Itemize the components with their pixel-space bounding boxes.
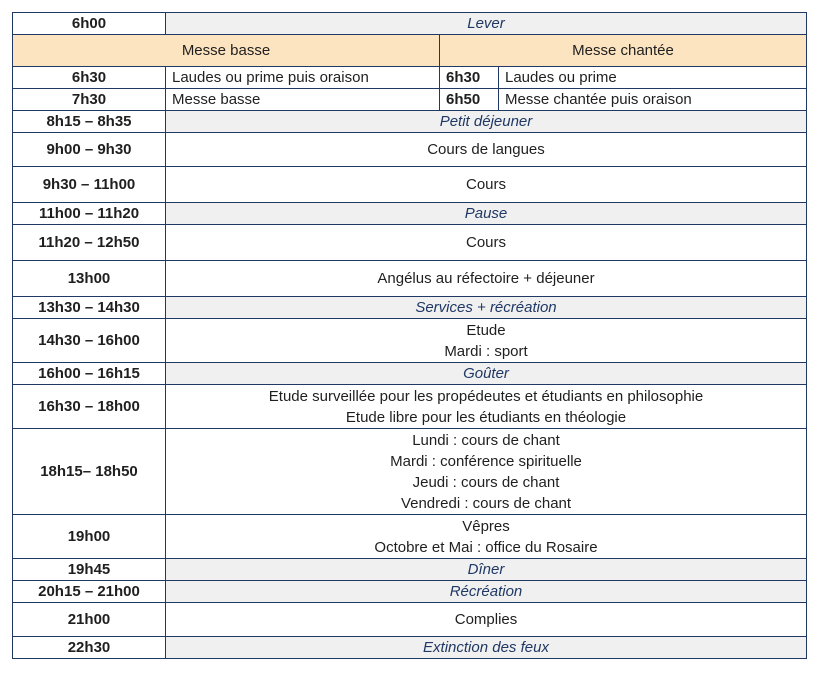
time-cell: 11h20 – 12h50 xyxy=(13,225,166,261)
schedule-row xyxy=(13,363,807,385)
mass-row xyxy=(13,67,807,89)
messe-chantee-time: 6h50 xyxy=(440,89,499,111)
time-cell: 19h00 xyxy=(13,515,166,559)
activity-cell xyxy=(166,363,807,385)
activity-line: Mardi : sport xyxy=(444,342,528,360)
activity-line: Petit déjeuner xyxy=(439,113,533,130)
activity-cell xyxy=(166,581,807,603)
schedule-row xyxy=(13,297,807,319)
time-cell: 16h30 – 18h00 xyxy=(13,385,166,429)
schedule-row xyxy=(13,603,807,637)
activity-line: Pause xyxy=(464,205,508,222)
time-cell: 16h00 – 16h15 xyxy=(13,363,166,385)
activity-line: Vendredi : cours de chant xyxy=(400,494,572,512)
activity-cell xyxy=(166,429,807,515)
activity-line: Etude xyxy=(466,321,506,339)
time-cell: 13h00 xyxy=(13,261,166,297)
time-cell: 6h30 xyxy=(13,67,166,89)
activity-line: Goûter xyxy=(463,365,509,382)
activity-cell xyxy=(166,111,807,133)
activity-line: Dîner xyxy=(467,561,505,578)
activity-cell xyxy=(166,559,807,581)
activity-line: Jeudi : cours de chant xyxy=(412,473,560,491)
activity-cell xyxy=(166,167,807,203)
activity-cell xyxy=(166,385,807,429)
activity-cell xyxy=(166,603,807,637)
schedule-row xyxy=(13,385,807,429)
schedule-row xyxy=(13,203,807,225)
schedule-row xyxy=(13,637,807,659)
activity-line: Mardi : conférence spirituelle xyxy=(390,452,582,470)
time-cell: 9h00 – 9h30 xyxy=(13,133,166,167)
schedule-row xyxy=(13,133,807,167)
schedule-row xyxy=(13,559,807,581)
schedule-row xyxy=(13,429,807,515)
activity-line: Cours xyxy=(465,234,506,251)
messe-chantee-activity: Laudes ou prime xyxy=(499,67,807,89)
activity-cell xyxy=(166,515,807,559)
activity-line: Lundi : cours de chant xyxy=(412,431,560,449)
schedule-row xyxy=(13,225,807,261)
activity-cell xyxy=(166,319,807,363)
activity-line: Cours xyxy=(465,176,506,193)
time-cell: 19h45 xyxy=(13,559,166,581)
schedule-row xyxy=(13,167,807,203)
header-messe-basse: Messe basse xyxy=(13,35,440,67)
activity-line: Angélus au réfectoire + déjeuner xyxy=(377,270,595,287)
schedule-row xyxy=(13,111,807,133)
schedule-row xyxy=(13,261,807,297)
schedule-row xyxy=(13,319,807,363)
time-cell: 11h00 – 11h20 xyxy=(13,203,166,225)
messe-chantee-activity: Messe chantée puis oraison xyxy=(499,89,807,111)
activity-line: Etude surveillée pour les propédeutes et étudiants en philosophie xyxy=(268,387,704,405)
activity-cell: Lever xyxy=(166,13,807,35)
schedule-row xyxy=(13,515,807,559)
time-cell: 9h30 – 11h00 xyxy=(13,167,166,203)
mass-row xyxy=(13,89,807,111)
time-cell: 8h15 – 8h35 xyxy=(13,111,166,133)
schedule-table xyxy=(12,12,807,659)
activity-line: Octobre et Mai : office du Rosaire xyxy=(374,538,598,556)
header-messe-chantee: Messe chantée xyxy=(440,35,807,67)
activity-line: Complies xyxy=(454,611,518,628)
activity-cell xyxy=(166,297,807,319)
activity-cell xyxy=(166,133,807,167)
activity-line: Services + récréation xyxy=(415,299,557,316)
messe-chantee-time: 6h30 xyxy=(440,67,499,89)
time-cell: 14h30 – 16h00 xyxy=(13,319,166,363)
activity-line: Cours de langues xyxy=(427,141,545,158)
activity-line: Etude libre pour les étudiants en théologie xyxy=(345,408,627,426)
time-cell: 22h30 xyxy=(13,637,166,659)
messe-basse-activity: Laudes ou prime puis oraison xyxy=(166,67,440,89)
activity-cell xyxy=(166,203,807,225)
time-cell: 7h30 xyxy=(13,89,166,111)
activity-line: Extinction des feux xyxy=(423,639,549,656)
activity-line: Récréation xyxy=(449,583,523,600)
schedule-body xyxy=(13,13,807,659)
row-lever xyxy=(13,13,807,35)
time-cell: 18h15– 18h50 xyxy=(13,429,166,515)
schedule-row xyxy=(13,581,807,603)
time-cell: 20h15 – 21h00 xyxy=(13,581,166,603)
messe-basse-activity: Messe basse xyxy=(166,89,440,111)
activity-cell xyxy=(166,225,807,261)
activity-line: Vêpres xyxy=(462,517,510,535)
time-cell: 21h00 xyxy=(13,603,166,637)
activity-cell xyxy=(166,261,807,297)
time-cell: 13h30 – 14h30 xyxy=(13,297,166,319)
time-cell: 6h00 xyxy=(13,13,166,35)
activity-cell xyxy=(166,637,807,659)
mass-header-row xyxy=(13,35,807,67)
